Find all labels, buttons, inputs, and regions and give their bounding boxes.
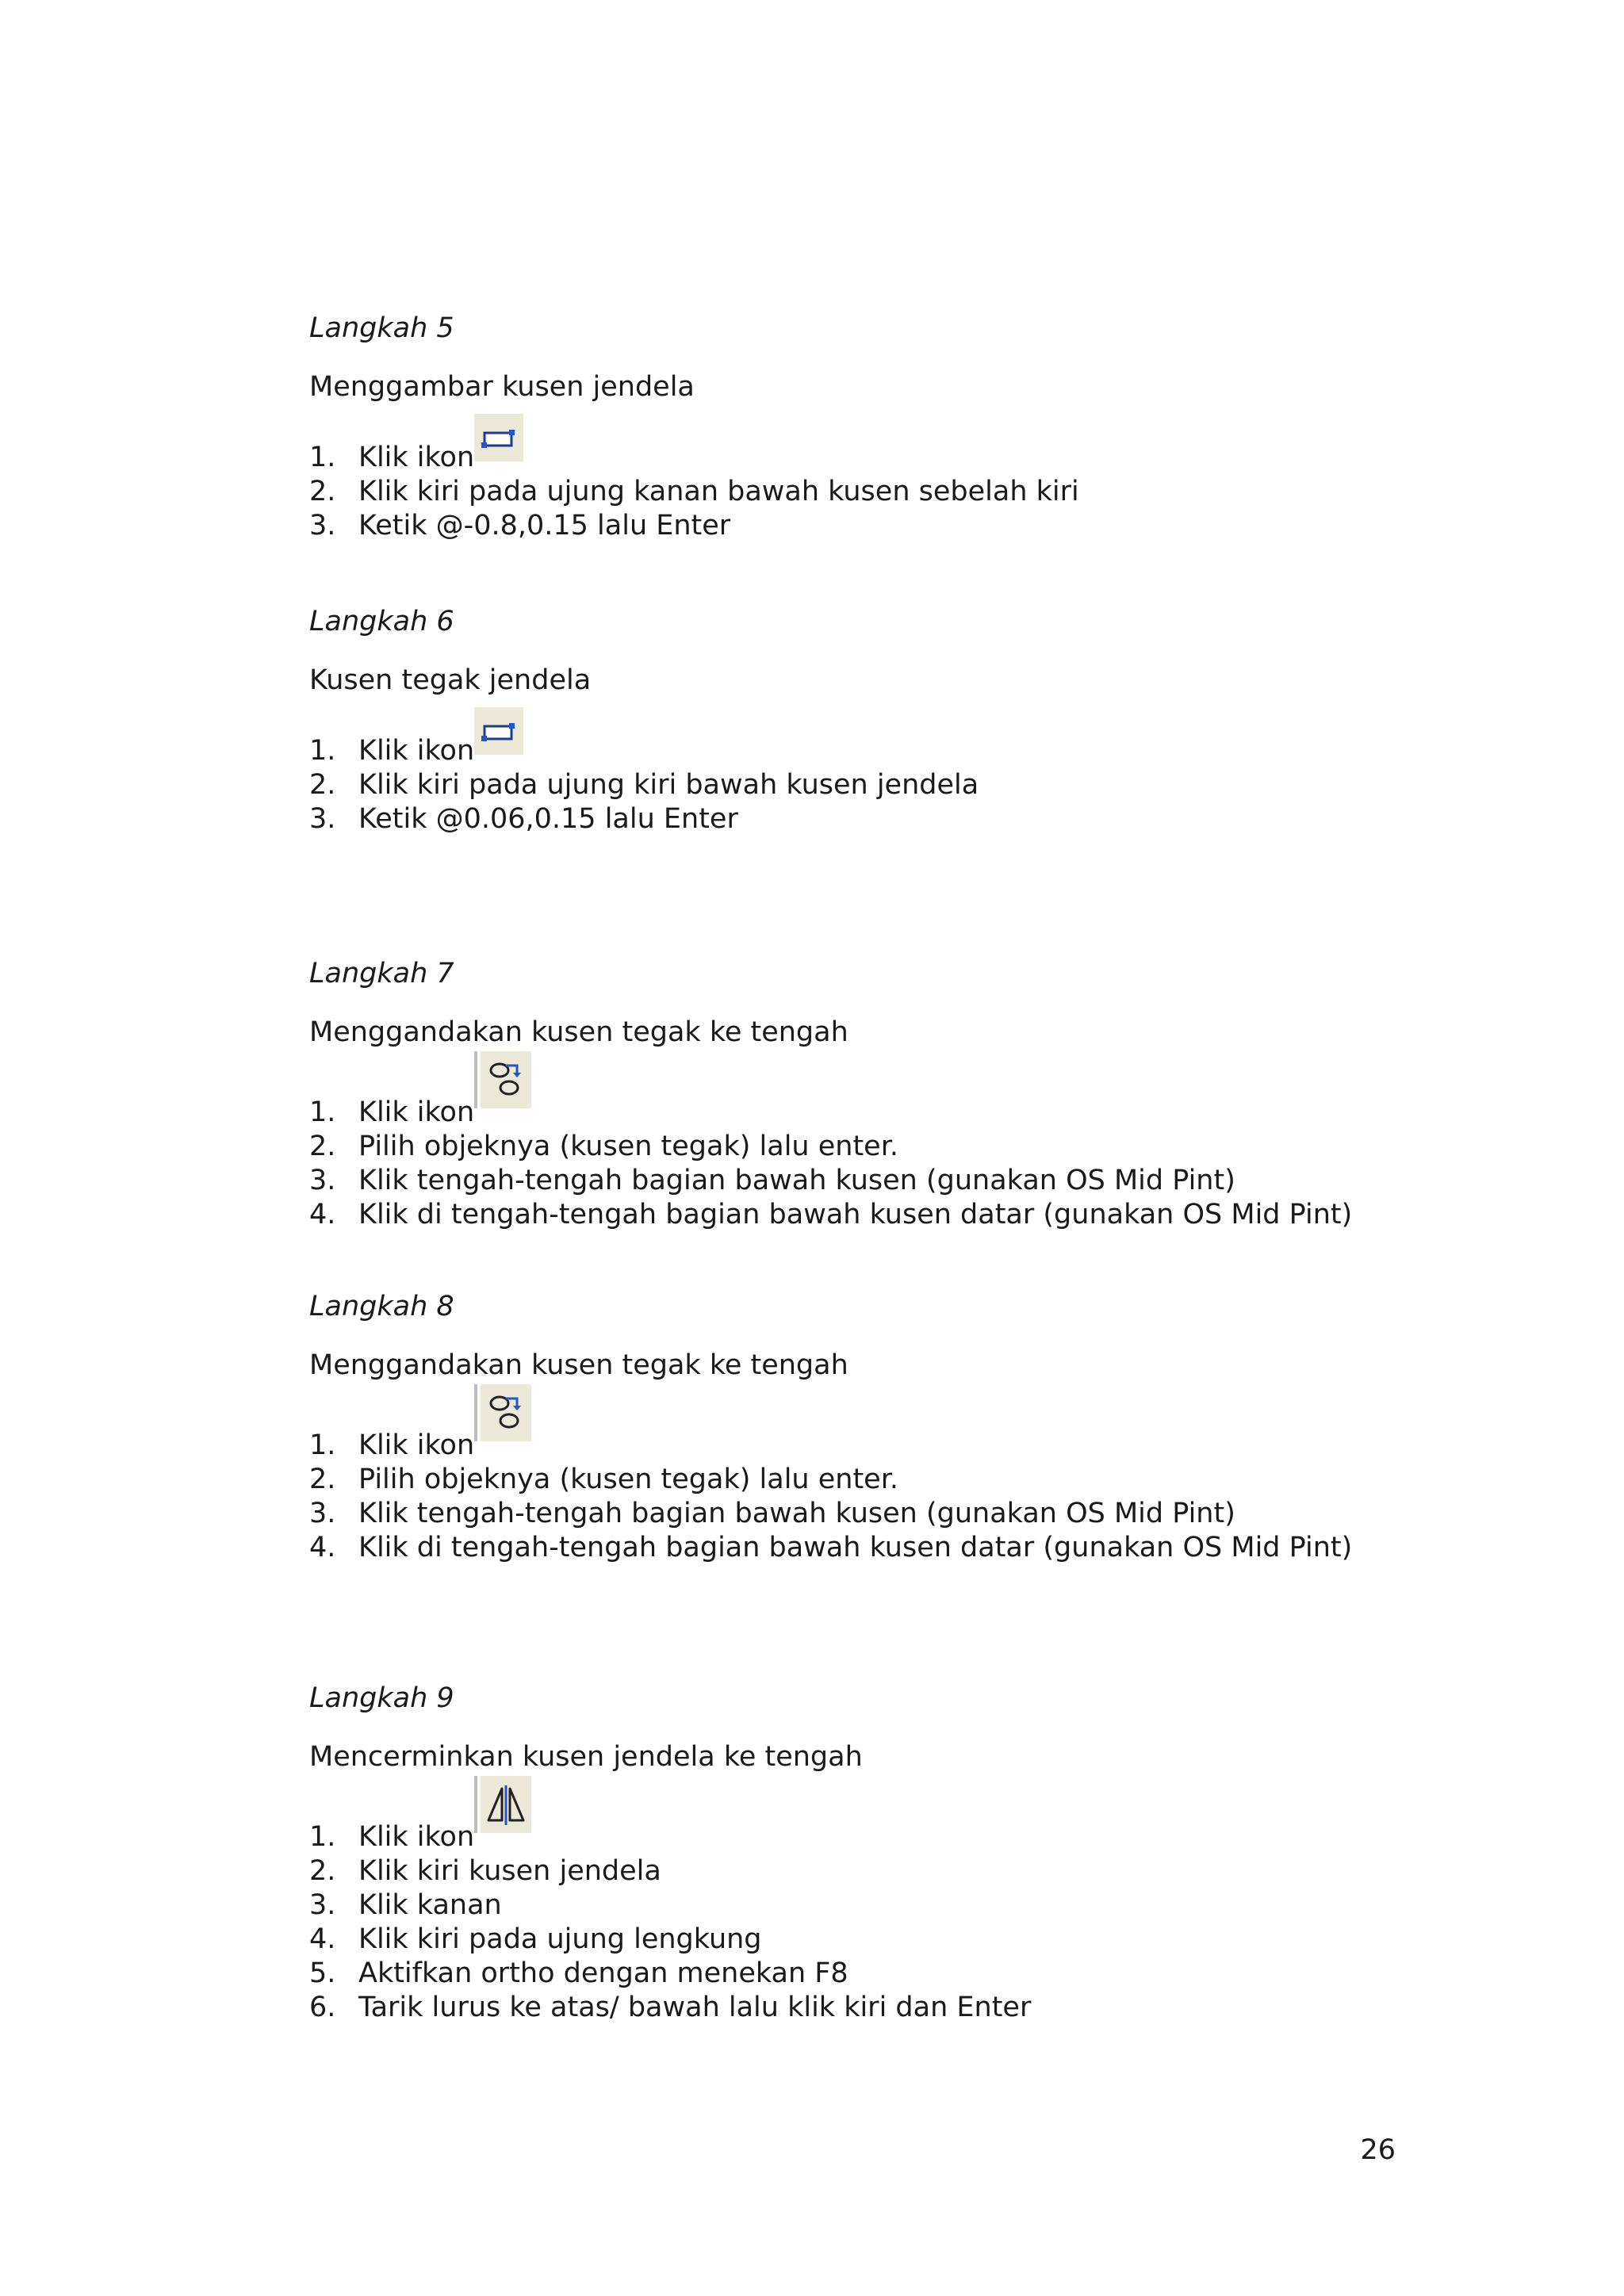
- list-item: [309, 475, 1419, 509]
- list-item: [309, 1820, 1419, 1854]
- step-number: 4.: [309, 1532, 336, 1563]
- list-item: [309, 1497, 1419, 1531]
- step-number: 4.: [309, 1923, 336, 1955]
- section-langkah-5: [309, 311, 1419, 543]
- copy-object-icon: [474, 1051, 531, 1108]
- section-subtitle: Menggandakan kusen tegak ke tengah: [309, 1349, 848, 1381]
- section-heading: Langkah 7: [309, 958, 454, 989]
- step-number: 6.: [309, 1992, 336, 2023]
- step-number: 1.: [309, 1821, 336, 1853]
- step-number: 1.: [309, 442, 336, 473]
- step-text: Aktifkan ortho dengan menekan F8: [358, 1957, 848, 1989]
- list-item: [309, 1957, 1419, 1991]
- section-langkah-7: [309, 956, 1419, 1232]
- list-item: [309, 1531, 1419, 1565]
- step-number: 3.: [309, 803, 336, 835]
- step-number: 2.: [309, 1131, 336, 1162]
- step-text: Klik kiri pada ujung kanan bawah kusen sebelah kiri: [358, 476, 1079, 507]
- step-list: [309, 1429, 1419, 1565]
- section-langkah-8: [309, 1289, 1419, 1565]
- step-number: 3.: [309, 510, 336, 541]
- list-item: [309, 1429, 1419, 1463]
- step-text: Klik ikon: [358, 1096, 475, 1128]
- step-text: Pilih objeknya (kusen tegak) lalu enter.: [358, 1464, 898, 1495]
- step-text: Klik kiri kusen jendela: [358, 1855, 661, 1887]
- step-list: [309, 441, 1419, 543]
- section-subtitle: Kusen tegak jendela: [309, 664, 592, 696]
- step-number: 5.: [309, 1957, 336, 1989]
- step-list: [309, 734, 1419, 836]
- step-number: 1.: [309, 735, 336, 767]
- step-text: Ketik @0.06,0.15 lalu Enter: [358, 803, 738, 835]
- step-number: 3.: [309, 1889, 336, 1921]
- step-number: 3.: [309, 1165, 336, 1196]
- list-item: [309, 1854, 1419, 1888]
- section-subtitle: Mencerminkan kusen jendela ke tengah: [309, 1741, 863, 1773]
- step-list: [309, 1820, 1419, 2025]
- step-text: Klik ikon: [358, 442, 475, 473]
- step-number: 2.: [309, 769, 336, 801]
- list-item: [309, 1463, 1419, 1497]
- list-item: [309, 1888, 1419, 1923]
- step-text: Klik di tengah-tengah bagian bawah kusen datar (gunakan OS Mid Pint): [358, 1532, 1353, 1563]
- list-item: [309, 509, 1419, 543]
- list-item: [309, 1923, 1419, 1957]
- list-item: [309, 1198, 1419, 1232]
- step-text: Klik kanan: [358, 1889, 502, 1921]
- step-text: Klik tengah-tengah bagian bawah kusen (gunakan OS Mid Pint): [358, 1165, 1235, 1196]
- list-item: [309, 1164, 1419, 1198]
- step-list: [309, 1096, 1419, 1232]
- section-subtitle: Menggandakan kusen tegak ke tengah: [309, 1016, 848, 1048]
- list-item: [309, 441, 1419, 475]
- page-number: 26: [1360, 2134, 1396, 2166]
- list-item: [309, 768, 1419, 802]
- section-heading: Langkah 6: [309, 606, 454, 637]
- step-text: Tarik lurus ke atas/ bawah lalu klik kiri dan Enter: [358, 1992, 1032, 2023]
- step-text: Klik ikon: [358, 735, 475, 767]
- list-item: [309, 1130, 1419, 1164]
- step-number: 2.: [309, 1464, 336, 1495]
- list-item: [309, 1991, 1419, 2025]
- section-langkah-6: [309, 604, 1419, 836]
- step-number: 2.: [309, 476, 336, 507]
- step-number: 4.: [309, 1199, 336, 1230]
- step-number: 3.: [309, 1498, 336, 1529]
- section-heading: Langkah 8: [309, 1291, 454, 1322]
- step-number: 1.: [309, 1429, 336, 1461]
- step-text: Pilih objeknya (kusen tegak) lalu enter.: [358, 1131, 898, 1162]
- rectangle-icon: [474, 707, 523, 755]
- step-text: Klik di tengah-tengah bagian bawah kusen datar (gunakan OS Mid Pint): [358, 1199, 1353, 1230]
- section-langkah-9: [309, 1681, 1419, 2025]
- section-heading: Langkah 5: [309, 312, 454, 344]
- step-text: Klik tengah-tengah bagian bawah kusen (gunakan OS Mid Pint): [358, 1498, 1235, 1529]
- step-text: Klik ikon: [358, 1821, 475, 1853]
- copy-object-icon: [474, 1384, 531, 1441]
- mirror-icon: [474, 1776, 531, 1833]
- rectangle-icon: [474, 414, 523, 461]
- step-text: Klik kiri pada ujung kiri bawah kusen jendela: [358, 769, 979, 801]
- step-number: 2.: [309, 1855, 336, 1887]
- list-item: [309, 802, 1419, 836]
- step-number: 1.: [309, 1096, 336, 1128]
- step-text: Klik ikon: [358, 1429, 475, 1461]
- section-heading: Langkah 9: [309, 1682, 454, 1714]
- step-text: Klik kiri pada ujung lengkung: [358, 1923, 762, 1955]
- section-subtitle: Menggambar kusen jendela: [309, 371, 695, 403]
- list-item: [309, 1096, 1419, 1130]
- list-item: [309, 734, 1419, 768]
- step-text: Ketik @-0.8,0.15 lalu Enter: [358, 510, 731, 541]
